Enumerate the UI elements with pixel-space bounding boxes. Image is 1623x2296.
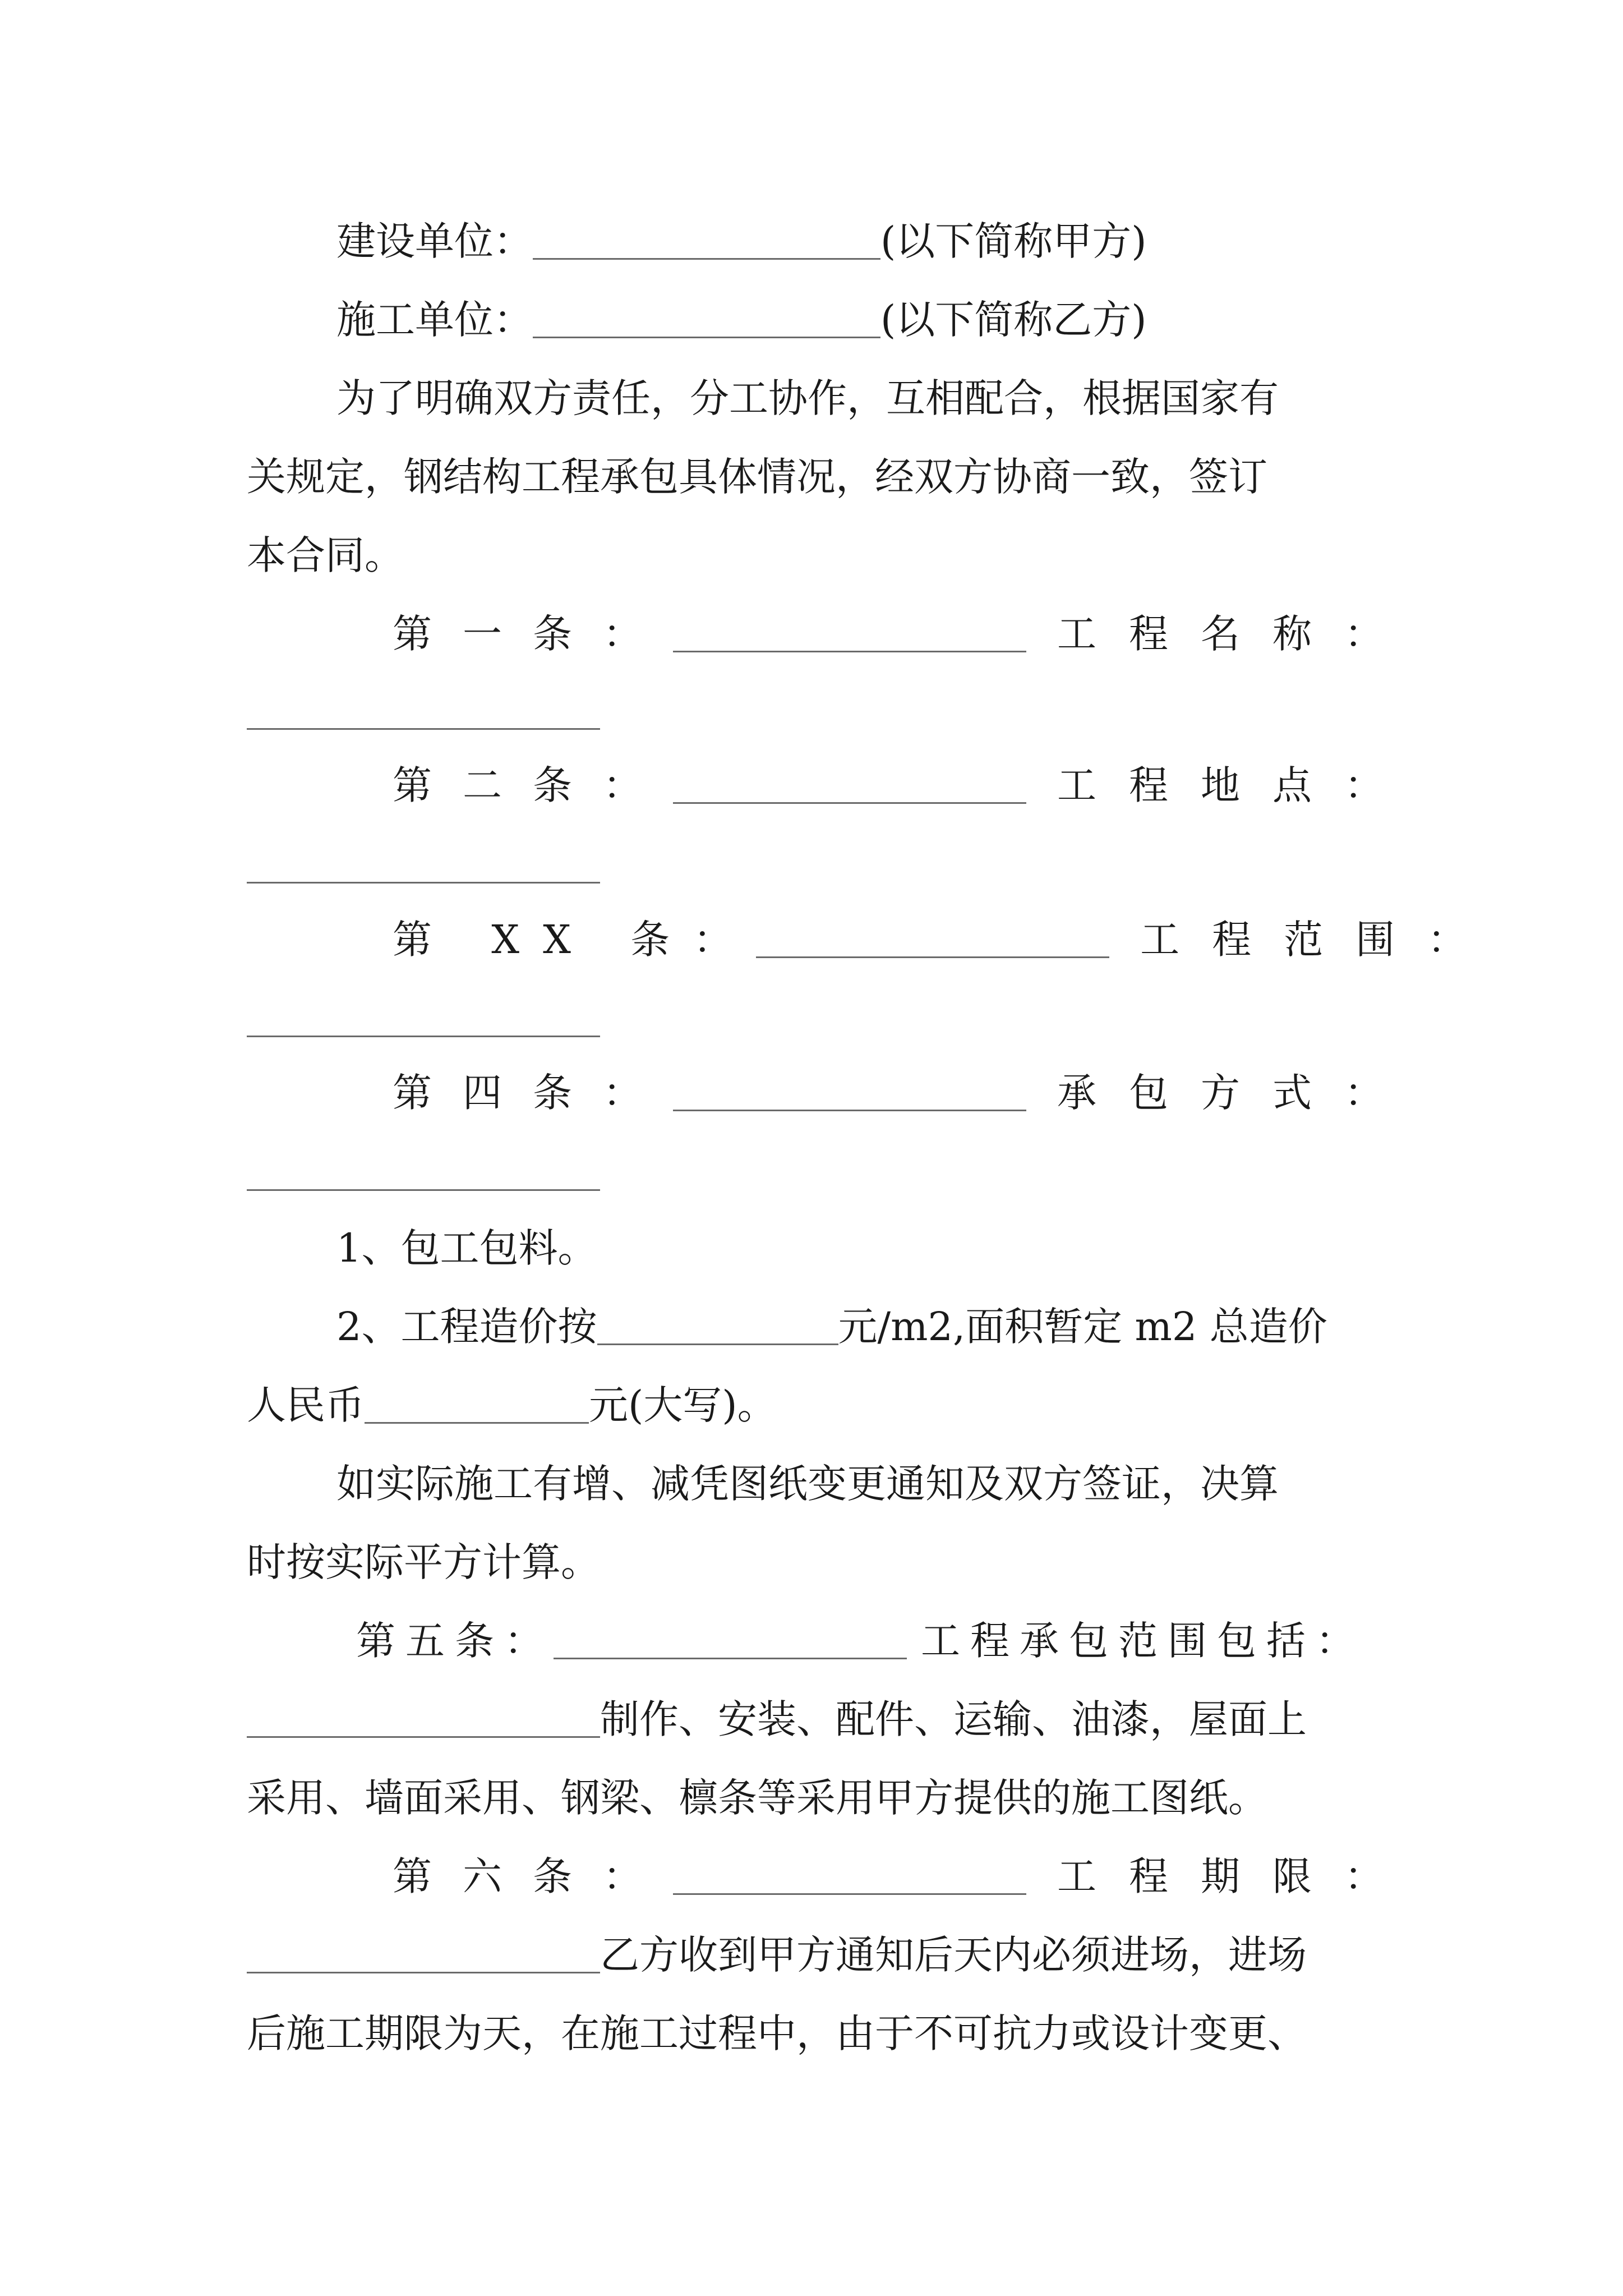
method-item-2-cont (247, 1366, 777, 1444)
article-3-value-blank[interactable] (247, 1036, 600, 1037)
article-1-title: 工程名称： (1057, 611, 1416, 657)
contractor-blank[interactable] (533, 280, 880, 338)
article-5-prefix: 第五条： (356, 1618, 554, 1664)
builder-blank[interactable] (533, 202, 880, 260)
scope-line-1 (247, 1680, 1307, 1759)
term-blank[interactable] (247, 1916, 600, 1973)
scope-blank[interactable] (247, 1680, 600, 1738)
intro-line-3: 本合同。 (247, 532, 404, 578)
article-1-value-blank[interactable] (247, 728, 600, 730)
builder-suffix: (以下简称甲方) (880, 218, 1147, 264)
scope-text-1: 制作、安装、配件、运输、油漆，屋面上 (600, 1696, 1307, 1742)
unit-price-blank[interactable] (597, 1287, 838, 1345)
method-item-2-line (336, 1287, 1327, 1366)
method-note-line-2: 时按实际平方计算。 (247, 1539, 600, 1585)
article-4-blank[interactable] (673, 1053, 1026, 1111)
article-6-blank[interactable] (673, 1837, 1026, 1895)
article-1-prefix: 第一条： (393, 611, 673, 657)
article-2-title: 工程地点： (1057, 762, 1416, 808)
article-2-prefix: 第二条： (393, 762, 673, 808)
article-3-line (393, 900, 1499, 979)
intro-line-1: 为了明确双方责任，分工协作，互相配合，根据国家有 (336, 375, 1279, 421)
method-item-2-label: 2、工程造价按 (336, 1304, 597, 1350)
term-line-2: 后施工期限为天，在施工过程中，由于不可抗力或设计变更、 (247, 2010, 1307, 2056)
article-3-title: 工程范围： (1140, 917, 1500, 963)
article-3-prefix: 第 XX 条： (393, 917, 757, 963)
article-4-title: 承包方式： (1057, 1070, 1416, 1116)
article-6-prefix: 第六条： (393, 1853, 673, 1899)
contractor-suffix: (以下简称乙方) (880, 297, 1147, 343)
article-6-line (393, 1837, 1416, 1916)
article-1-line (393, 595, 1416, 673)
rmb-suffix: 元(大写)。 (589, 1382, 777, 1428)
article-2-blank[interactable] (673, 746, 1026, 804)
intro-line-2: 关规定，钢结构工程承包具体情况，经双方协商一致，签订 (247, 454, 1267, 500)
method-item-1: 1、包工包料。 (336, 1225, 597, 1271)
total-amount-blank[interactable] (365, 1366, 589, 1424)
scope-line-2: 采用、墙面采用、钢梁、檩条等采用甲方提供的施工图纸。 (247, 1775, 1267, 1821)
term-text-1: 乙方收到甲方通知后天内必须进场，进场 (600, 1932, 1307, 1978)
contractor-label: 施工单位： (336, 297, 533, 343)
article-4-prefix: 第四条： (393, 1070, 673, 1116)
article-2-value-blank[interactable] (247, 882, 600, 884)
rmb-label: 人民币 (247, 1382, 365, 1428)
article-2-line (393, 746, 1416, 825)
article-5-line (356, 1602, 1365, 1680)
term-line-1 (247, 1916, 1307, 1994)
builder-label: 建设单位： (336, 218, 533, 264)
builder-line (336, 202, 1147, 280)
method-note-line-1: 如实际施工有增、减凭图纸变更通知及双方签证，决算 (336, 1461, 1279, 1507)
method-item-2-text: 元/m2,面积暂定 m2 总造价 (838, 1304, 1327, 1350)
article-4-value-blank[interactable] (247, 1189, 600, 1191)
article-5-title: 工程承包范围包括： (921, 1618, 1365, 1664)
article-4-line (393, 1053, 1416, 1132)
article-5-blank[interactable] (554, 1602, 907, 1659)
article-1-blank[interactable] (673, 595, 1026, 652)
article-3-blank[interactable] (756, 900, 1109, 958)
article-6-title: 工程期限： (1057, 1853, 1416, 1899)
contractor-line (336, 280, 1147, 359)
